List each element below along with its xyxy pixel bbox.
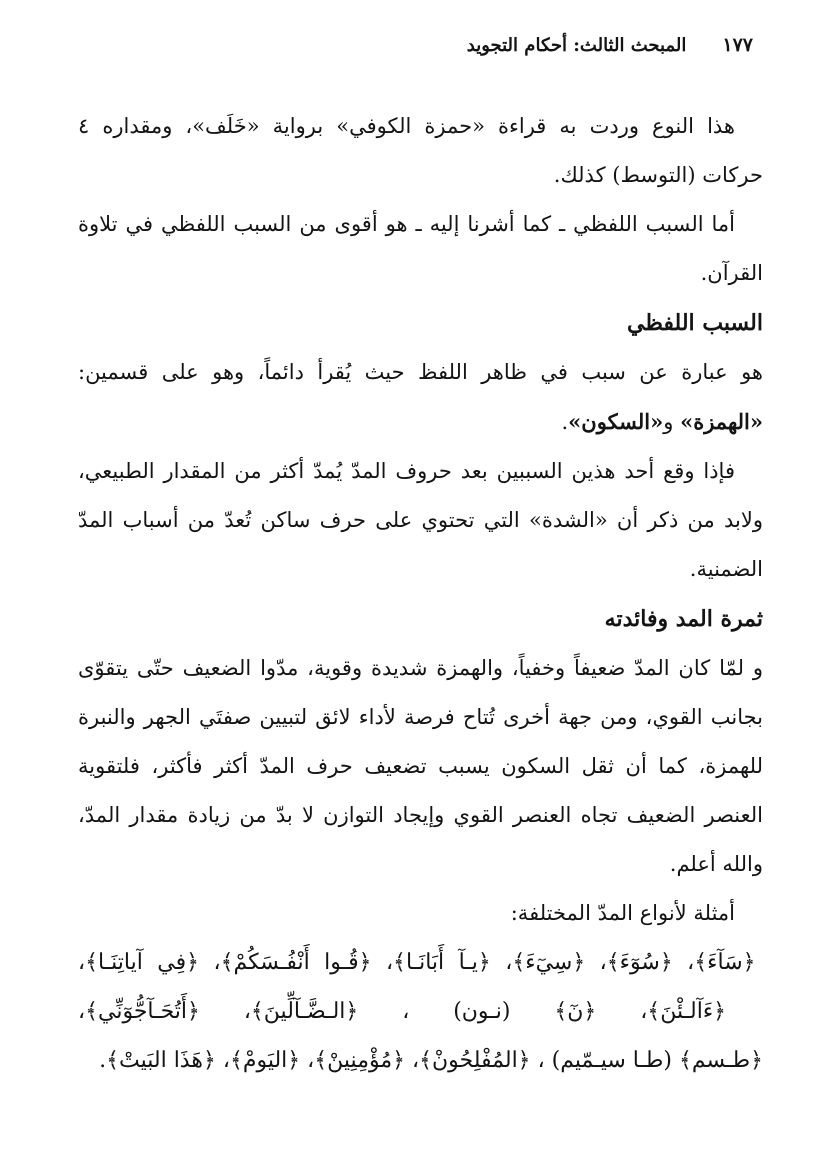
example-item: ﴿مُؤْمِنِينْ﴾،	[300, 1048, 406, 1073]
example-item: ﴿ءَآلـئْنَ﴾،	[596, 999, 727, 1024]
paragraph-lafzi-intro: أما السبب اللفظي ـ كما أشرنا إليه ـ هو أقوى من السبب اللفظي في تلاوة القرآن.	[78, 212, 763, 285]
example-item: ﴿أَتُحَـآجُّوٓنِّي﴾،	[78, 999, 200, 1024]
chapter-title: المبحث الثالث: أحكام التجويد	[466, 35, 687, 56]
example-item: ﴿سِيٓءَ﴾،	[490, 950, 586, 975]
term-sukun: «السكون»	[568, 409, 664, 434]
example-item: ﴿فِي آياتِنَـا﴾،	[78, 950, 200, 975]
paragraph-madd-increase: فإذا وقع أحد هذين السببين بعد حروف المدّ يُمدّ أكثر من المقدار الطبيعي، ولابد من ذكر أن «الشدة» التي تحتوي على حرف ساكن تُعدّ من أسباب المدّ الضمنية.	[78, 459, 763, 581]
example-item: ﴿هَذَا البَيتْ﴾.	[99, 1048, 216, 1073]
definition-text: هو عبارة عن سبب في ظاهر اللفظ حيث يُقرأ دائماً، وهو على قسمين:	[78, 360, 763, 384]
example-item: ﴿طـسم﴾ (طـا سيـمّيم) ،	[530, 1048, 763, 1073]
example-item: ﴿اليَومْ﴾،	[215, 1048, 301, 1073]
example-item: ﴿سُوٓءَ﴾،	[585, 950, 673, 975]
running-header	[78, 34, 763, 68]
quran-examples	[78, 938, 763, 1085]
heading-sabab-lafzi: السبب اللفظي	[627, 310, 763, 336]
paragraph-hamza-kufi: هذا النوع وردت به قراءة «حمزة الكوفي» برواية «خَلَف»، ومقداره ٤ حركات (التوسط) كذلك.	[78, 114, 763, 187]
paragraph-madd-benefit: و لمّا كان المدّ ضعيفاً وخفياً، والهمزة شديدة وقوية، مدّوا الضعيف حتّى يتقوّى بجانب القوي، ومن جهة أخرى تُتاح فرصة لأداء لائق لتبيين صفتَي الجهر والنبرة للهمزة، كما أن ثقل السكون يسبب تضعيف حرف المدّ أكثر فأكثر، فلتقوية العنصر الضعيف تجاه العنصر القوي وإيجاد التوازن لا بدّ من زيادة مقدار المدّ، والله أعلم.	[78, 656, 763, 876]
example-item: ﴿يـآ أَبَانَـا﴾،	[371, 950, 491, 975]
example-item: ﴿الـضَّـآلِّينَ﴾،	[199, 999, 359, 1024]
example-item: ﴿نٓ﴾ (نـون) ،	[358, 999, 597, 1024]
example-item: ﴿سَآءَ﴾،	[672, 950, 756, 975]
term-hamza: «الهمزة»	[680, 409, 763, 434]
period: .	[561, 410, 569, 434]
heading-thamarat-madd: ثمرة المد وفائدته	[604, 606, 763, 632]
paragraph-sabab-definition	[78, 348, 763, 447]
page-number: ١٧٧	[722, 34, 753, 56]
example-item: ﴿المُفْلِحُونْ﴾،	[405, 1048, 531, 1073]
example-item: ﴿قُـوا أَنْفُـسَكُمْ﴾،	[199, 950, 372, 975]
examples-label: أمثلة لأنواع المدّ المختلفة:	[510, 901, 735, 925]
conjunction: و	[663, 410, 681, 434]
